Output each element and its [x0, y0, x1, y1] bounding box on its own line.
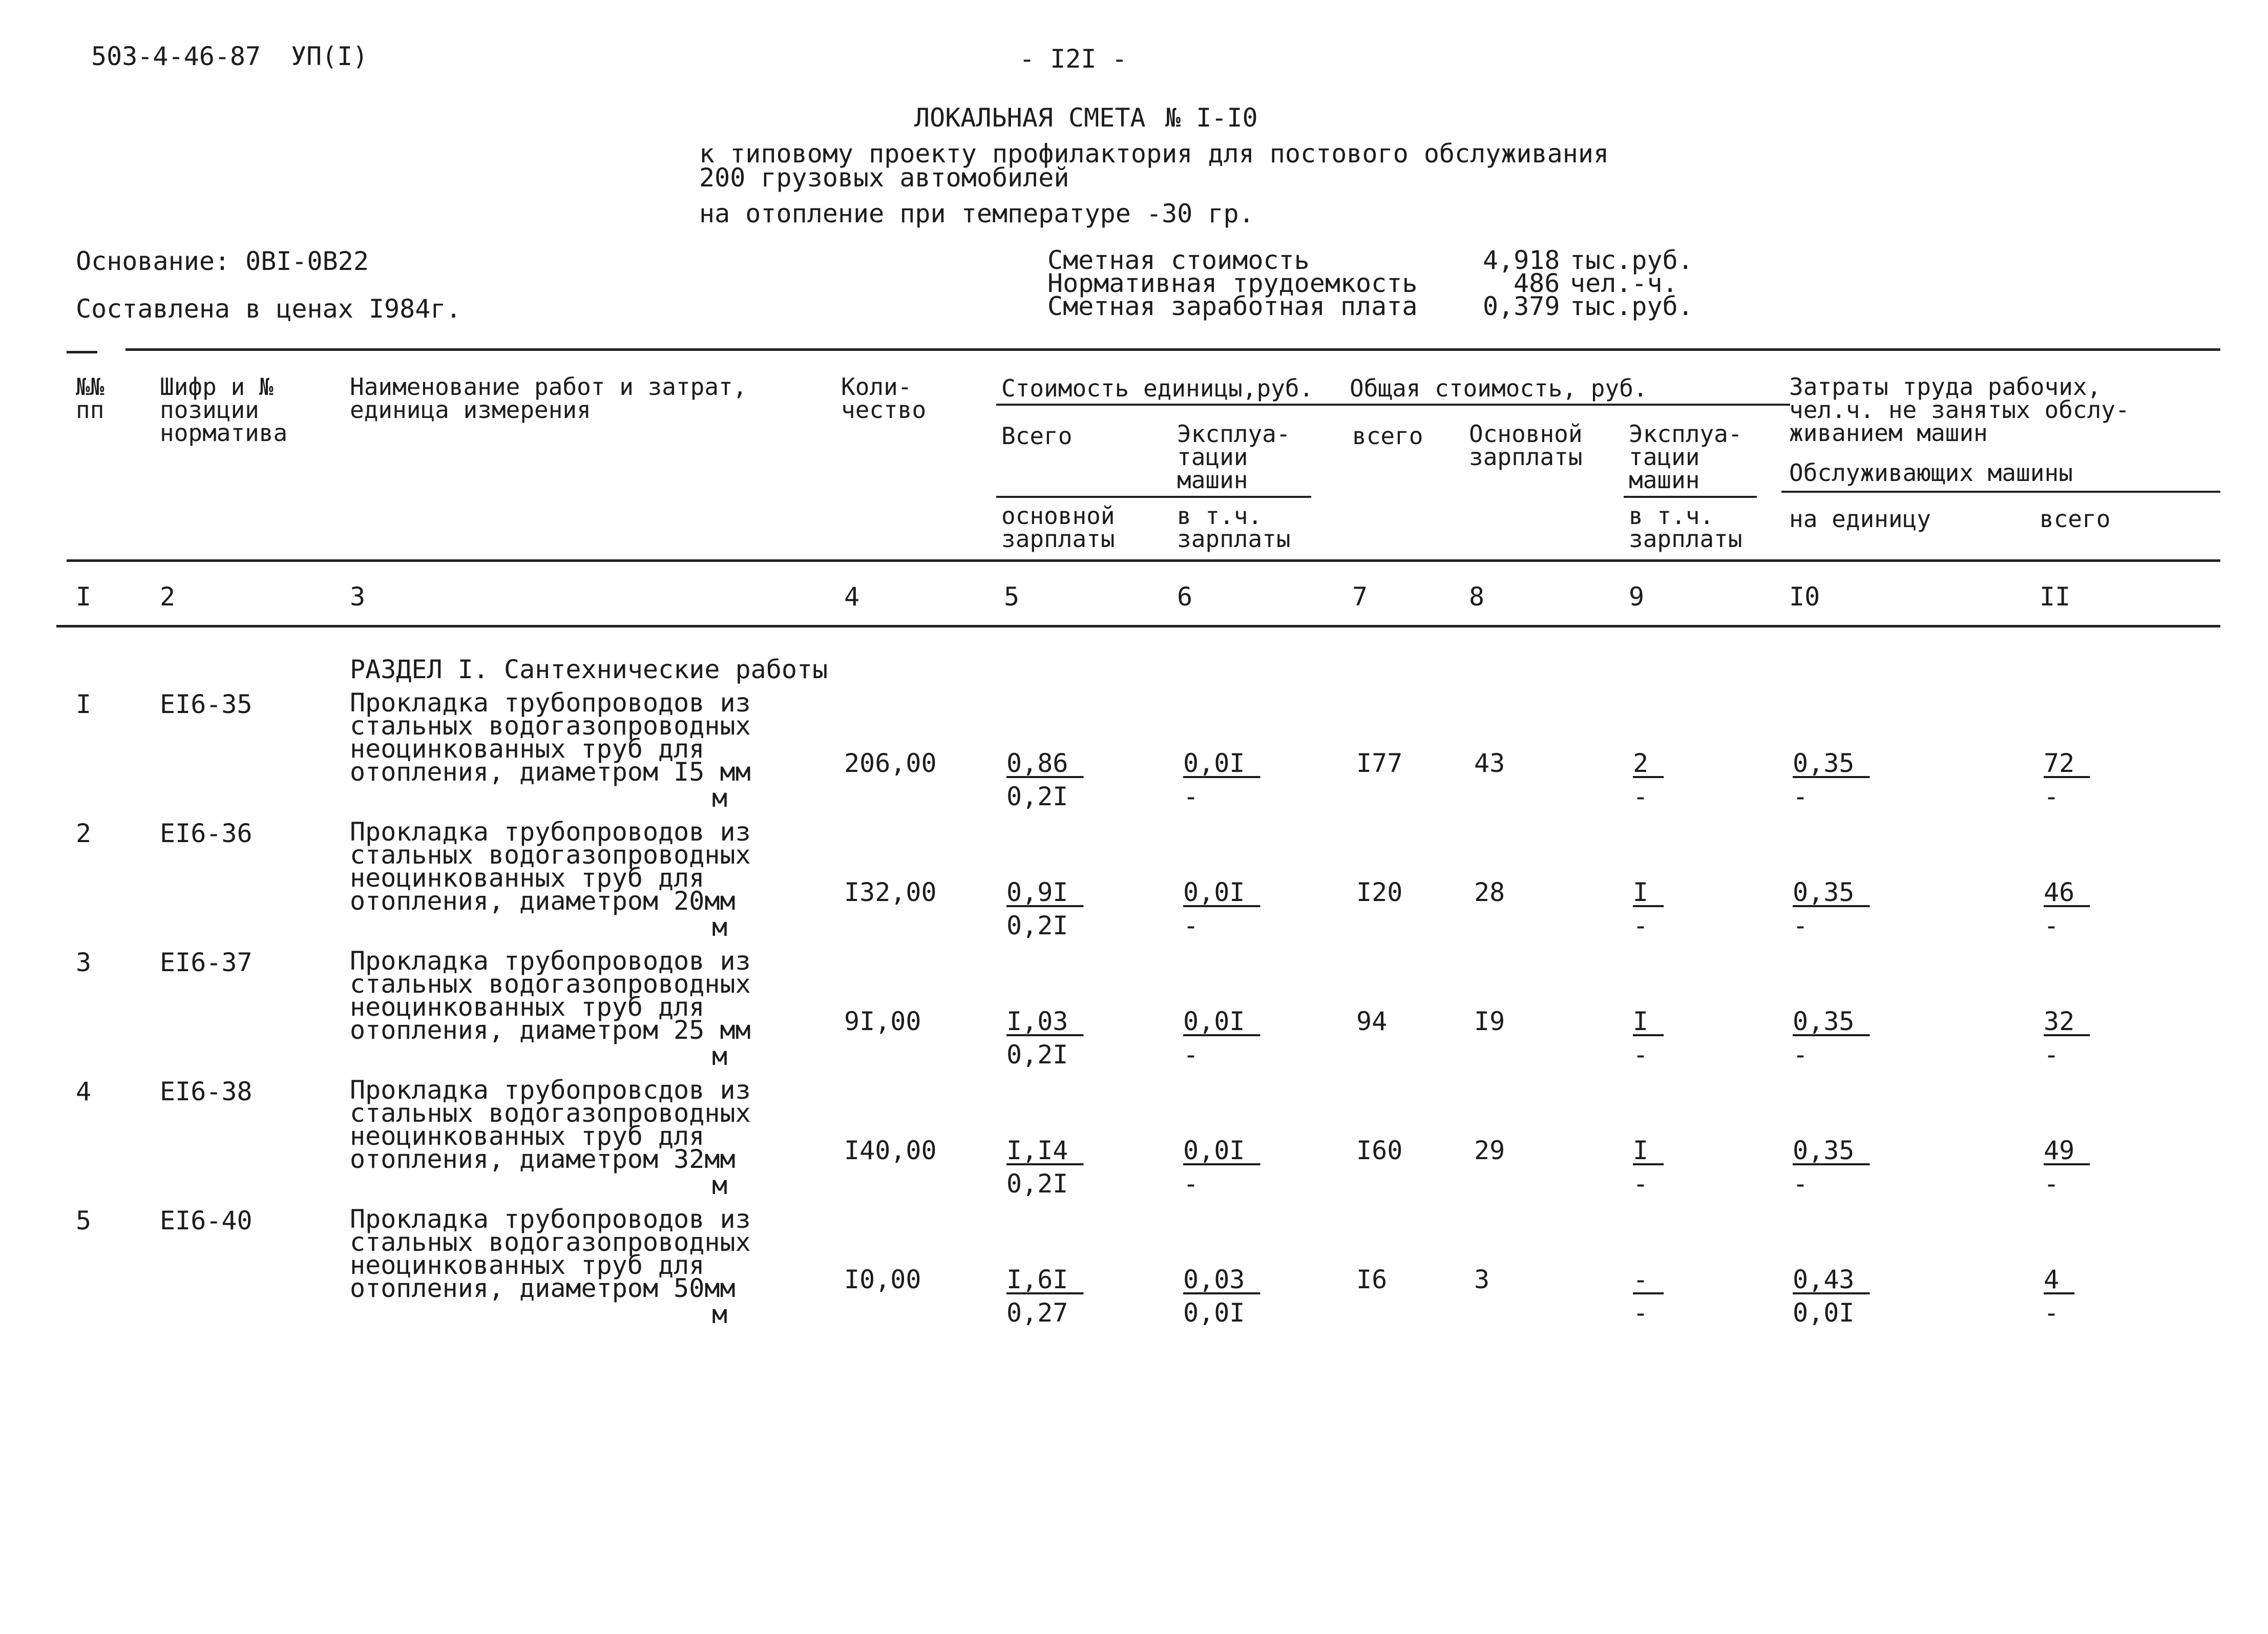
row-unit-cost-machine-wages: - [1183, 911, 1199, 940]
summary-value: 486 [1514, 268, 1560, 298]
row-unit-cost-total: I,03 [1006, 1007, 1084, 1036]
row-unit-cost-wages: 0,2I [1006, 911, 1068, 940]
row-code: EI6-38 [160, 1077, 253, 1106]
header-col-3: Наименование работ и затрат, единица измерения [350, 373, 747, 424]
row-labor-per-unit: 0,43 [1793, 1265, 1870, 1294]
row-total-cost: I6 [1356, 1265, 1388, 1294]
header-total-cost: Общая стоимость, руб. [1350, 374, 1648, 402]
column-number: II [2040, 582, 2071, 612]
summary-unit: тыс.руб. [1570, 291, 1693, 321]
row-quantity: I32,00 [844, 877, 937, 907]
estimate-number: № I-I0 [1165, 103, 1258, 133]
row-unit-cost-machines: 0,03 [1183, 1265, 1261, 1294]
row-name: Прокладка трубопроводов из стальных водогазопроводных неоцинкованных труб для отопления, диаметром 50мм [350, 1204, 751, 1303]
column-number: 8 [1469, 582, 1485, 612]
column-number: I [76, 582, 92, 612]
row-name: Прокладка трубопроводов из стальных водогазопроводных неоцинкованных труб для отопления, диаметром 20мм [350, 817, 751, 916]
row-number: 5 [76, 1206, 92, 1235]
rule-short [67, 351, 97, 353]
header-col-11: всего [2040, 505, 2111, 533]
album-code: УП(I) [291, 41, 368, 71]
column-number: I0 [1789, 582, 1820, 612]
row-unit-cost-machines: 0,0I [1183, 1136, 1261, 1165]
row-total-machine-wages: - [1633, 1040, 1649, 1070]
column-number: 6 [1177, 582, 1193, 612]
row-total-machines: I [1633, 877, 1664, 907]
row-labor-per-unit-machines: - [1793, 911, 1809, 940]
row-labor-total: 49 [2044, 1136, 2090, 1165]
page-number: - I2I - [1019, 44, 1127, 74]
row-total-cost: I60 [1356, 1136, 1403, 1165]
column-numbers-rule [56, 625, 2220, 627]
row-labor-total-machines: - [2044, 1040, 2060, 1070]
row-quantity: I40,00 [844, 1136, 937, 1165]
header-col-1: №№ пп [76, 373, 104, 424]
row-total-machines: I [1633, 1136, 1664, 1165]
header-col-10: на единицу [1789, 505, 1931, 533]
column-number: 7 [1352, 582, 1368, 612]
row-unit: м [712, 912, 728, 942]
row-labor-per-unit-machines: - [1793, 1040, 1809, 1070]
row-unit-cost-total: 0,86 [1006, 748, 1084, 778]
header-col-9-top: Эксплуа- тации машин [1629, 420, 1742, 494]
row-total-wages: I9 [1474, 1007, 1505, 1036]
row-unit-cost-total: I,I4 [1006, 1136, 1084, 1165]
row-unit-cost-machines: 0,0I [1183, 748, 1261, 778]
header-unit-cost: Стоимость единицы,руб. [1001, 374, 1314, 402]
row-labor-per-unit: 0,35 [1793, 1007, 1870, 1036]
row-number: I [76, 689, 92, 719]
row-number: 4 [76, 1077, 92, 1106]
row-labor-per-unit: 0,35 [1793, 1136, 1870, 1165]
row-total-wages: 43 [1474, 748, 1505, 778]
rule-exploit-sub [1624, 496, 1757, 498]
row-labor-total: 72 [2044, 748, 2090, 778]
row-labor-total-machines: - [2044, 911, 2060, 940]
row-total-machine-wages: - [1633, 1298, 1649, 1328]
subtitle-line-1: к типовому проекту профилактория для постового обслуживания [699, 139, 1609, 169]
summary-unit: тыс.руб. [1570, 245, 1693, 275]
header-col-9-bottom: в т.ч. зарплаты [1629, 502, 1742, 553]
row-unit-cost-machine-wages: - [1183, 782, 1199, 811]
row-unit-cost-machine-wages: - [1183, 1169, 1199, 1199]
summary-label: Сметная стоимость [1047, 245, 1310, 275]
column-number: 3 [350, 582, 366, 612]
row-unit-cost-machine-wages: - [1183, 1040, 1199, 1070]
table-top-rule [125, 348, 2220, 351]
row-labor-per-unit-machines: - [1793, 1169, 1809, 1199]
estimate-title: ЛОКАЛЬНАЯ СМЕТА [914, 103, 1146, 133]
row-unit-cost-machines: 0,0I [1183, 877, 1261, 907]
row-unit: м [712, 1041, 728, 1071]
header-col-2: Шифр и № позиции норматива [160, 373, 288, 447]
header-col-5-top: Всего [1001, 422, 1073, 450]
summary-value: 4,918 [1483, 245, 1560, 275]
row-code: EI6-37 [160, 948, 253, 977]
row-labor-total-machines: - [2044, 1298, 2060, 1328]
row-unit: м [712, 1170, 728, 1200]
row-number: 3 [76, 948, 92, 977]
row-unit: м [712, 1300, 728, 1329]
table-header-rule [67, 559, 2220, 562]
row-total-wages: 28 [1474, 877, 1505, 907]
header-col-4: Коли- чество [841, 373, 927, 424]
row-unit-cost-wages: 0,27 [1006, 1298, 1068, 1328]
header-labor: Затраты труда рабочих, чел.ч. не занятых обслу- живанием машин [1789, 373, 2130, 447]
column-number: 2 [160, 582, 176, 612]
row-labor-per-unit-machines: - [1793, 782, 1809, 811]
rule-labor-sub [1781, 491, 2220, 493]
row-labor-total-machines: - [2044, 1169, 2060, 1199]
summary-unit: чел.-ч. [1570, 268, 1678, 298]
row-labor-total-machines: - [2044, 782, 2060, 811]
row-total-machines: - [1633, 1265, 1664, 1294]
row-total-machine-wages: - [1633, 782, 1649, 811]
column-number: 4 [844, 582, 860, 612]
row-total-cost: 94 [1356, 1007, 1388, 1036]
row-labor-total: 32 [2044, 1007, 2090, 1036]
column-number: 9 [1629, 582, 1645, 612]
row-name: Прокладка трубопроводов из стальных водогазопроводных неоцинкованных труб для отопления, диаметром 25 мм [350, 946, 751, 1045]
row-unit: м [712, 783, 728, 813]
header-col-5-bottom: основной зарплаты [1001, 502, 1115, 553]
document-code: 503-4-46-87 [91, 41, 261, 71]
row-quantity: 9I,00 [844, 1007, 921, 1036]
row-code: EI6-35 [160, 689, 253, 719]
row-name: Прокладка трубопроводов из стальных водогазопроводных неоцинкованных труб для отопления, диаметром I5 мм [350, 688, 751, 787]
row-unit-cost-total: I,6I [1006, 1265, 1084, 1294]
row-labor-total: 46 [2044, 877, 2090, 907]
row-unit-cost-machine-wages: 0,0I [1183, 1298, 1245, 1328]
row-total-wages: 29 [1474, 1136, 1505, 1165]
rule-unit-cost-sub [996, 496, 1311, 498]
row-code: EI6-40 [160, 1206, 253, 1235]
row-total-machines: 2 [1633, 748, 1664, 778]
row-total-machines: I [1633, 1007, 1664, 1036]
basis-label: Основание: 0BI-0B22 [76, 246, 369, 276]
header-col-6-bottom: в т.ч. зарплаты [1177, 502, 1291, 553]
row-unit-cost-wages: 0,2I [1006, 1169, 1068, 1199]
section-title: РАЗДЕЛ I. Сантехнические работы [350, 655, 828, 684]
row-total-cost: I20 [1356, 877, 1403, 907]
row-labor-per-unit: 0,35 [1793, 748, 1870, 778]
column-number: 5 [1004, 582, 1020, 612]
summary-value: 0,379 [1483, 291, 1560, 321]
row-code: EI6-36 [160, 819, 253, 848]
header-col-8: Основной зарплаты [1469, 420, 1583, 471]
row-unit-cost-wages: 0,2I [1006, 782, 1068, 811]
rule-group-costs [996, 404, 1790, 406]
row-name: Прокладка трубопровсдов из стальных водогазопроводных неоцинкованных труб для отопления, диаметром 32мм [350, 1075, 751, 1174]
row-total-machine-wages: - [1633, 911, 1649, 940]
subtitle-line-2: 200 грузовых автомобилей [699, 163, 1069, 193]
row-labor-total: 4 [2044, 1265, 2075, 1294]
row-total-cost: I77 [1356, 748, 1403, 778]
row-unit-cost-wages: 0,2I [1006, 1040, 1068, 1070]
header-col-6-top: Эксплуа- тации машин [1177, 420, 1291, 494]
prices-label: Составлена в ценах I984г. [76, 294, 461, 324]
subtitle-line-3: на отопление при температуре -30 гр. [699, 199, 1254, 228]
summary-label: Сметная заработная плата [1047, 291, 1418, 321]
row-total-wages: 3 [1474, 1265, 1490, 1294]
row-labor-per-unit-machines: 0,0I [1793, 1298, 1855, 1328]
row-number: 2 [76, 819, 92, 848]
header-labor-sub: Обслуживающих машины [1789, 459, 2073, 487]
header-col-7: всего [1352, 422, 1423, 450]
row-quantity: 206,00 [844, 748, 937, 778]
row-quantity: I0,00 [844, 1265, 921, 1294]
row-labor-per-unit: 0,35 [1793, 877, 1870, 907]
row-unit-cost-machines: 0,0I [1183, 1007, 1261, 1036]
row-total-machine-wages: - [1633, 1169, 1649, 1199]
summary-label: Нормативная трудоемкость [1047, 268, 1418, 298]
row-unit-cost-total: 0,9I [1006, 877, 1084, 907]
